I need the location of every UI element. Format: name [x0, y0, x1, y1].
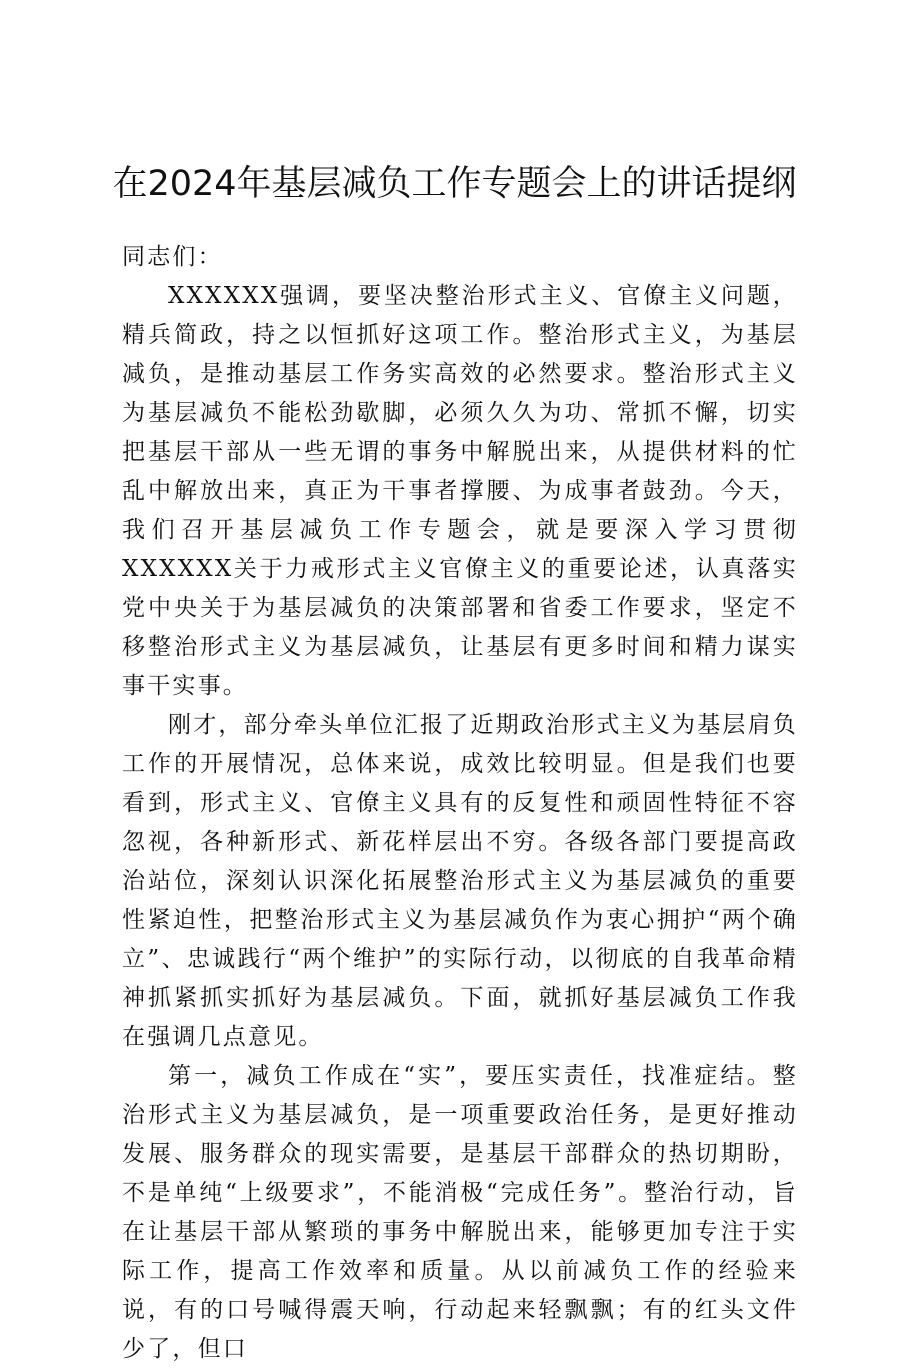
paragraph-3: 第一，减负工作成在“实”，要压实责任，找准症结。整治形式主义为基层减负，是一项重要政治任务，是更好推动发展、服务群众的现实需要，是基层干部群众的热切期盼，不是单纯“上级要求”，不能消极“完成任务”。整治行动，旨在让基层干部从繁琐的事务中解脱出来，能够更加专注于实际工作，提高工作效率和质量。从以前减负工作的经验来说，有的口号喊得震天响，行动起来轻飘飘；有的红头文件少了，但口: [122, 1063, 798, 1362]
document-title: 在2024年基层减负工作专题会上的讲话提纲: [112, 164, 797, 204]
salutation: 同志们：: [122, 244, 223, 270]
paragraph-1: XXXXXX强调，要坚决整治形式主义、官僚主义问题，精兵简政，持之以恒抓好这项工作。整治形式主义，为基层减负，是推动基层工作务实高效的必然要求。整治形式主义为基层减负不能松劲歇脚，必须久久为功、常抓不懈，切实把基层干部从一些无谓的事务中解脱出来，从提供材料的忙乱中解放出来，真正为干事者撑腰、为成事者鼓劲。今天，我们召开基层减负工作专题会，就是要深入学习贯彻XXXXXX关于力戒形式主义官僚主义的重要论述，认真落实党中央关于为基层减负的决策部署和省委工作要求，坚定不移整治形式主义为基层减负，让基层有更多时间和精力谋实事干实事。: [122, 283, 798, 699]
paragraph-2: 刚才，部分牵头单位汇报了近期政治形式主义为基层肩负工作的开展情况，总体来说，成效比较明显。但是我们也要看到，形式主义、官僚主义具有的反复性和顽固性特征不容忽视，各种新形式、新花样层出不穷。各级各部门要提高政治站位，深刻认识深化拓展整治形式主义为基层减负的重要性紧迫性，把整治形式主义为基层减负作为衷心拥护“两个确立”、忠诚践行“两个维护”的实际行动，以彻底的自我革命精神抓紧抓实抓好为基层减负。下面，就抓好基层减负工作我在强调几点意见。: [122, 712, 798, 1050]
document-body: [122, 238, 798, 1369]
